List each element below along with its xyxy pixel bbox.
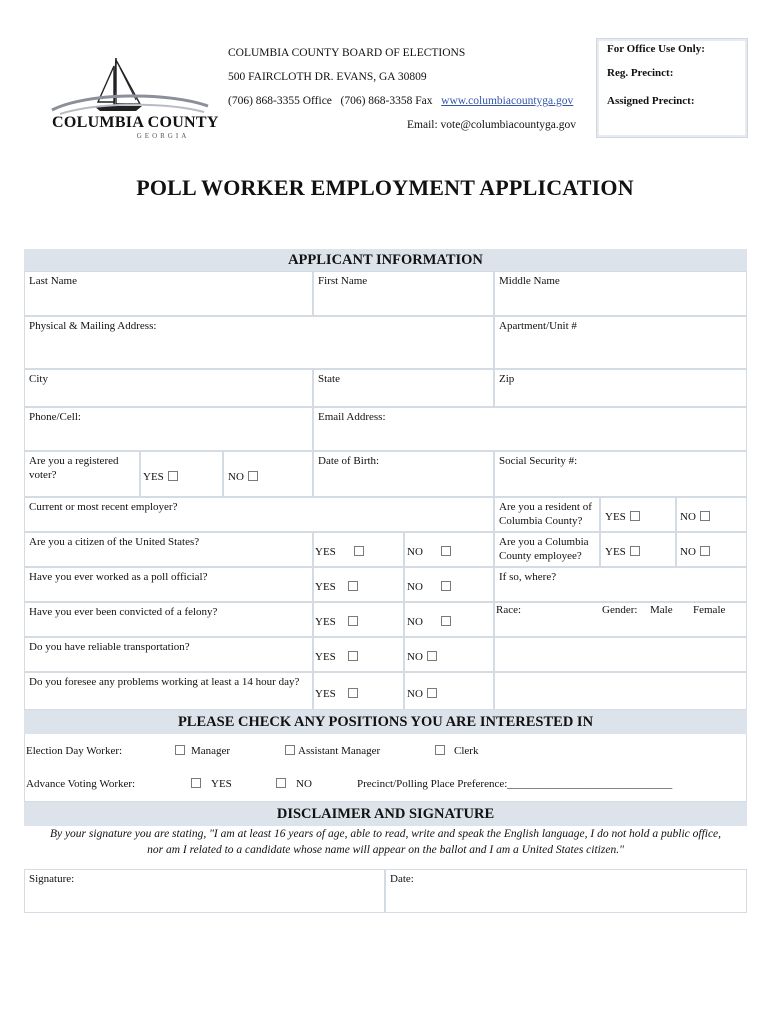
gender-label: Gender: <box>602 604 638 616</box>
yes-label: YES <box>605 511 626 523</box>
checkbox-icon <box>168 471 178 481</box>
fourteen-hour-question <box>24 672 313 710</box>
election-day-clerk[interactable] <box>435 745 478 757</box>
email-field[interactable] <box>313 407 747 451</box>
fourteen-hour-no[interactable] <box>407 687 437 701</box>
disclaimer-line-2: nor am I related to a candidate whose name will appear on the ballot and I am a United States citizen." <box>147 844 624 856</box>
citizen-yes[interactable] <box>315 545 364 559</box>
precinct-preference-field[interactable]: Precinct/Polling Place Preference:______________________________ <box>357 778 673 790</box>
header-org: COLUMBIA COUNTY BOARD OF ELECTIONS <box>228 47 466 59</box>
employer-field[interactable] <box>24 497 494 532</box>
assigned-precinct-label: Assigned Precinct: <box>607 95 695 107</box>
yes-label: YES <box>315 581 336 593</box>
yes-label: YES <box>315 546 336 558</box>
dob-field[interactable] <box>313 451 494 497</box>
transportation-no[interactable] <box>407 650 437 664</box>
county-employee-label: Are you a Columbia County employee? <box>499 536 589 562</box>
checkbox-icon <box>348 688 358 698</box>
positions-area <box>24 734 747 802</box>
checkbox-icon <box>191 778 201 788</box>
checkbox-icon <box>441 546 451 556</box>
no-label: NO <box>407 651 423 663</box>
resident-label: Are you a resident of Columbia County? <box>499 501 592 527</box>
if-so-where-label: If so, where? <box>499 571 557 583</box>
county-employee-yes[interactable] <box>605 545 640 559</box>
county-employee-yes-cell <box>600 532 676 567</box>
no-label: NO <box>407 616 423 628</box>
office-use-title: For Office Use Only: <box>607 43 705 55</box>
citizen-no-cell <box>404 532 494 567</box>
apt-field[interactable] <box>494 316 747 369</box>
section-positions-heading: PLEASE CHECK ANY POSITIONS YOU ARE INTERESTED IN <box>24 710 747 734</box>
email-label: Email Address: <box>318 411 386 423</box>
checkbox-icon <box>630 546 640 556</box>
county-employee-no-cell <box>676 532 747 567</box>
yes-label: YES <box>315 616 336 628</box>
header-phone-fax: (706) 868-3355 Office (706) 868-3358 Fax <box>228 95 433 107</box>
zip-label: Zip <box>499 373 515 385</box>
apt-label: Apartment/Unit # <box>499 320 577 332</box>
race-label: Race: <box>496 604 522 616</box>
checkbox-icon <box>441 581 451 591</box>
county-employee-no[interactable] <box>680 545 710 559</box>
fourteen-hour-label: Do you foresee any problems working at least a 14 hour day? <box>29 676 300 688</box>
clerk-label: Clerk <box>454 745 479 757</box>
empty-cell <box>494 672 747 710</box>
advance-voting-label: Advance Voting Worker: <box>26 778 136 790</box>
gender-female-option[interactable]: Female <box>693 604 726 616</box>
first-name-label: First Name <box>318 275 368 287</box>
checkbox-icon <box>348 616 358 626</box>
date-field[interactable] <box>385 869 747 913</box>
registered-voter-label: Are you a registered voter? <box>29 455 119 481</box>
advance-voting-yes[interactable] <box>191 778 232 790</box>
page-title: POLL WORKER EMPLOYMENT APPLICATION <box>136 175 634 200</box>
registered-voter-question <box>24 451 140 497</box>
city-field[interactable] <box>24 369 313 407</box>
logo-name: COLUMBIA COUNTY <box>52 114 219 131</box>
poll-official-where-field[interactable] <box>494 567 747 602</box>
ssn-field[interactable] <box>494 451 747 497</box>
resident-yes[interactable] <box>605 510 640 524</box>
registered-voter-no[interactable] <box>228 470 258 484</box>
empty-cell <box>494 637 747 672</box>
office-use-box <box>596 38 748 138</box>
first-name-field[interactable] <box>313 271 494 316</box>
checkbox-icon <box>285 745 295 755</box>
address-field[interactable] <box>24 316 494 369</box>
state-label: State <box>318 373 340 385</box>
transportation-question <box>24 637 313 672</box>
poll-official-yes[interactable] <box>315 580 358 594</box>
registered-voter-no-cell <box>223 451 313 497</box>
no-label: NO <box>407 546 423 558</box>
no-label: NO <box>228 471 244 483</box>
reg-precinct-label: Reg. Precinct: <box>607 67 674 79</box>
checkbox-icon <box>427 651 437 661</box>
city-label: City <box>29 373 48 385</box>
checkbox-icon <box>700 546 710 556</box>
county-logo <box>48 54 219 146</box>
phone-label: Phone/Cell: <box>29 411 81 423</box>
advance-voting-no[interactable] <box>276 778 312 790</box>
transportation-label: Do you have reliable transportation? <box>29 641 190 653</box>
checkbox-icon <box>248 471 258 481</box>
website-link[interactable]: www.columbiacountyga.gov <box>441 95 574 107</box>
election-day-label: Election Day Worker: <box>26 745 123 757</box>
yes-label: YES <box>211 778 232 790</box>
middle-name-label: Middle Name <box>499 275 560 287</box>
middle-name-field[interactable] <box>494 271 747 316</box>
no-label: NO <box>407 688 423 700</box>
yes-label: YES <box>315 651 336 663</box>
fourteen-hour-yes[interactable] <box>315 687 358 701</box>
no-label: NO <box>680 546 696 558</box>
county-employee-question <box>494 532 600 567</box>
citizen-no[interactable] <box>407 545 451 559</box>
transportation-yes[interactable] <box>315 650 358 664</box>
felony-question <box>24 602 313 637</box>
yes-label: YES <box>315 688 336 700</box>
citizen-label: Are you a citizen of the United States? <box>29 536 200 548</box>
yes-label: YES <box>143 471 164 483</box>
dob-label: Date of Birth: <box>318 455 380 467</box>
race-gender-cell <box>494 602 747 637</box>
registered-voter-yes-cell <box>140 451 223 497</box>
phone-field[interactable] <box>24 407 313 451</box>
header-phone-row <box>228 95 573 107</box>
checkbox-icon <box>348 651 358 661</box>
poll-official-question <box>24 567 313 602</box>
felony-label: Have you ever been convicted of a felony? <box>29 606 218 618</box>
felony-yes-cell <box>313 602 404 637</box>
checkbox-icon <box>630 511 640 521</box>
checkbox-icon <box>700 511 710 521</box>
section-applicant-heading: APPLICANT INFORMATION <box>24 249 747 271</box>
transportation-yes-cell <box>313 637 404 672</box>
checkbox-icon <box>354 546 364 556</box>
poll-official-yes-cell <box>313 567 404 602</box>
checkbox-icon <box>175 745 185 755</box>
no-label: NO <box>680 511 696 523</box>
signature-label: Signature: <box>29 873 75 885</box>
poll-official-no[interactable] <box>407 580 451 594</box>
no-label: NO <box>296 778 312 790</box>
checkbox-icon <box>435 745 445 755</box>
header-address: 500 FAIRCLOTH DR. EVANS, GA 30809 <box>228 71 427 83</box>
yes-label: YES <box>605 546 626 558</box>
felony-no[interactable] <box>407 615 451 629</box>
checkbox-icon <box>427 688 437 698</box>
ssn-label: Social Security #: <box>499 455 578 467</box>
registered-voter-yes[interactable] <box>143 470 178 484</box>
last-name-label: Last Name <box>29 275 77 287</box>
date-label: Date: <box>390 873 414 885</box>
poll-official-no-cell <box>404 567 494 602</box>
disclaimer-text <box>24 826 747 858</box>
logo-subtitle: GEORGIA <box>136 132 190 140</box>
address-label: Physical & Mailing Address: <box>29 320 157 332</box>
header-email: Email: vote@columbiacountyga.gov <box>407 119 576 131</box>
election-day-assistant-manager[interactable] <box>285 745 380 757</box>
resident-no-cell <box>676 497 747 532</box>
zip-field[interactable] <box>494 369 747 407</box>
disclaimer-line-1: By your signature you are stating, "I am at least 16 years of age, able to read, write and speak the English language, I do not hold a public office, <box>49 828 722 840</box>
resident-no[interactable] <box>680 510 710 524</box>
assistant-manager-label: Assistant Manager <box>298 745 381 757</box>
state-field[interactable] <box>313 369 494 407</box>
section-disclaimer-heading: DISCLAIMER AND SIGNATURE <box>24 802 747 826</box>
checkbox-icon <box>276 778 286 788</box>
no-label: NO <box>407 581 423 593</box>
signature-field[interactable] <box>24 869 385 913</box>
citizen-question <box>24 532 313 567</box>
felony-no-cell <box>404 602 494 637</box>
transportation-no-cell <box>404 637 494 672</box>
fourteen-hour-no-cell <box>404 672 494 710</box>
manager-label: Manager <box>191 745 231 757</box>
resident-question <box>494 497 600 532</box>
checkbox-icon <box>348 581 358 591</box>
employer-label: Current or most recent employer? <box>29 501 178 513</box>
fourteen-hour-yes-cell <box>313 672 404 710</box>
last-name-field[interactable] <box>24 271 313 316</box>
poll-official-label: Have you ever worked as a poll official? <box>29 571 208 583</box>
felony-yes[interactable] <box>315 615 358 629</box>
checkbox-icon <box>441 616 451 626</box>
gender-male-option[interactable]: Male <box>650 604 673 616</box>
resident-yes-cell <box>600 497 676 532</box>
election-day-manager[interactable] <box>175 745 230 757</box>
citizen-yes-cell <box>313 532 404 567</box>
